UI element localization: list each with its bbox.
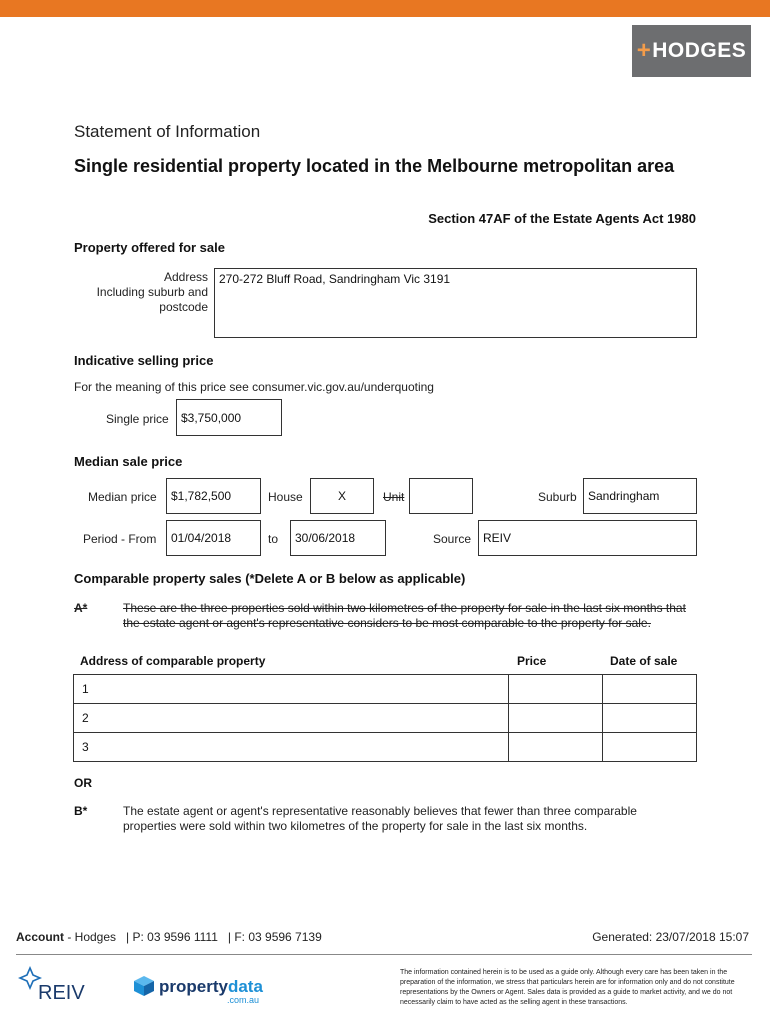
median-price-label: Median price <box>88 490 157 504</box>
propertydata-logo <box>132 972 272 1008</box>
house-label: House <box>268 490 303 504</box>
propertydata-wordmark <box>159 977 263 997</box>
row-address-cell[interactable]: 3 <box>74 733 509 762</box>
table-row <box>74 733 697 762</box>
house-checkbox[interactable]: X <box>310 478 374 514</box>
col-price-header: Price <box>517 654 547 668</box>
row-address-cell[interactable]: 2 <box>74 704 509 733</box>
account-details: - Hodges | P: 03 9596 1111 | F: 03 9596 7139 <box>64 930 322 944</box>
statement-heading: Statement of Information <box>74 122 261 141</box>
account-label: Account <box>16 930 64 944</box>
option-b-text: The estate agent or agent's representative reasonably believes that fewer than three comparable properties were sold within two kilometres of the property for sale in the last six months. <box>123 804 637 833</box>
reiv-logo <box>16 966 96 1006</box>
generated-timestamp: Generated: 23/07/2018 15:07 <box>592 930 749 944</box>
address-label <box>97 270 208 315</box>
option-a-label: A* <box>74 601 88 615</box>
unit-label: Unit <box>383 490 405 504</box>
address-label-line2: Including suburb and <box>96 285 208 299</box>
hodges-logo <box>632 25 751 77</box>
table-row <box>74 704 697 733</box>
source-field[interactable]: REIV <box>478 520 697 556</box>
comparable-heading: Comparable property sales (*Delete A or B below as applicable) <box>74 571 466 586</box>
address-field[interactable]: 270-272 Bluff Road, Sandringham Vic 3191 <box>214 268 697 338</box>
unit-checkbox[interactable] <box>409 478 473 514</box>
account-line <box>16 930 322 944</box>
footer-divider <box>16 954 752 955</box>
logo-plus: + <box>636 37 652 64</box>
period-to-label: to <box>268 532 279 546</box>
address-label-line1: Address <box>163 270 208 284</box>
logo-text: HODGES <box>652 39 747 62</box>
row-date-cell[interactable] <box>603 704 697 733</box>
row-address-cell[interactable]: 1 <box>74 675 509 704</box>
or-label: OR <box>74 776 92 790</box>
property-heading: Property offered for sale <box>74 240 225 255</box>
single-price-field[interactable]: $3,750,000 <box>176 399 282 436</box>
col-date-header: Date of sale <box>610 654 678 668</box>
period-from-label: Period - From <box>83 532 157 546</box>
row-price-cell[interactable] <box>509 733 603 762</box>
row-price-cell[interactable] <box>509 675 603 704</box>
row-price-cell[interactable] <box>509 704 603 733</box>
suburb-label: Suburb <box>538 490 577 504</box>
reiv-text: REIV <box>38 982 85 1004</box>
option-a-text: These are the three properties sold within two kilometres of the property for sale in the last six months that the estate agent or agent's representative considers to be most comparable to the property for sale. <box>123 601 686 630</box>
period-to-field[interactable]: 30/06/2018 <box>290 520 386 556</box>
address-label-line3: postcode <box>159 300 208 314</box>
propertydata-domain: .com.au <box>227 995 260 1005</box>
period-from-field[interactable]: 01/04/2018 <box>166 520 261 556</box>
option-b-label: B* <box>74 804 88 818</box>
act-section: Section 47AF of the Estate Agents Act 1980 <box>428 211 696 226</box>
indicative-heading: Indicative selling price <box>74 353 214 368</box>
page-title: Single residential property located in the Melbourne metropolitan area <box>74 156 675 176</box>
comparable-table <box>73 674 697 762</box>
suburb-field[interactable]: Sandringham <box>583 478 697 514</box>
propertydata-cube-icon <box>132 974 156 998</box>
median-price-field[interactable]: $1,782,500 <box>166 478 261 514</box>
table-row <box>74 675 697 704</box>
median-heading: Median sale price <box>74 454 183 469</box>
row-date-cell[interactable] <box>603 675 697 704</box>
top-brand-bar <box>0 0 770 17</box>
propertydata-accent: data <box>227 977 263 996</box>
disclaimer-text: The information contained herein is to be used as a guide only. Although every care has been taken in the preparation of the information, we stress that particulars herein are for information only and do not constitute representations by the Owners or Agent. Sales data is provided as a guide to market activity, and we do not necessarily claim to have acted as the selling agent in these transactions. <box>400 969 735 1006</box>
single-price-label: Single price <box>106 412 169 426</box>
propertydata-main: property <box>159 977 228 996</box>
underquoting-note: For the meaning of this price see consumer.vic.gov.au/underquoting <box>74 380 434 394</box>
row-date-cell[interactable] <box>603 733 697 762</box>
source-label: Source <box>433 532 472 546</box>
col-address-header: Address of comparable property <box>80 654 266 668</box>
